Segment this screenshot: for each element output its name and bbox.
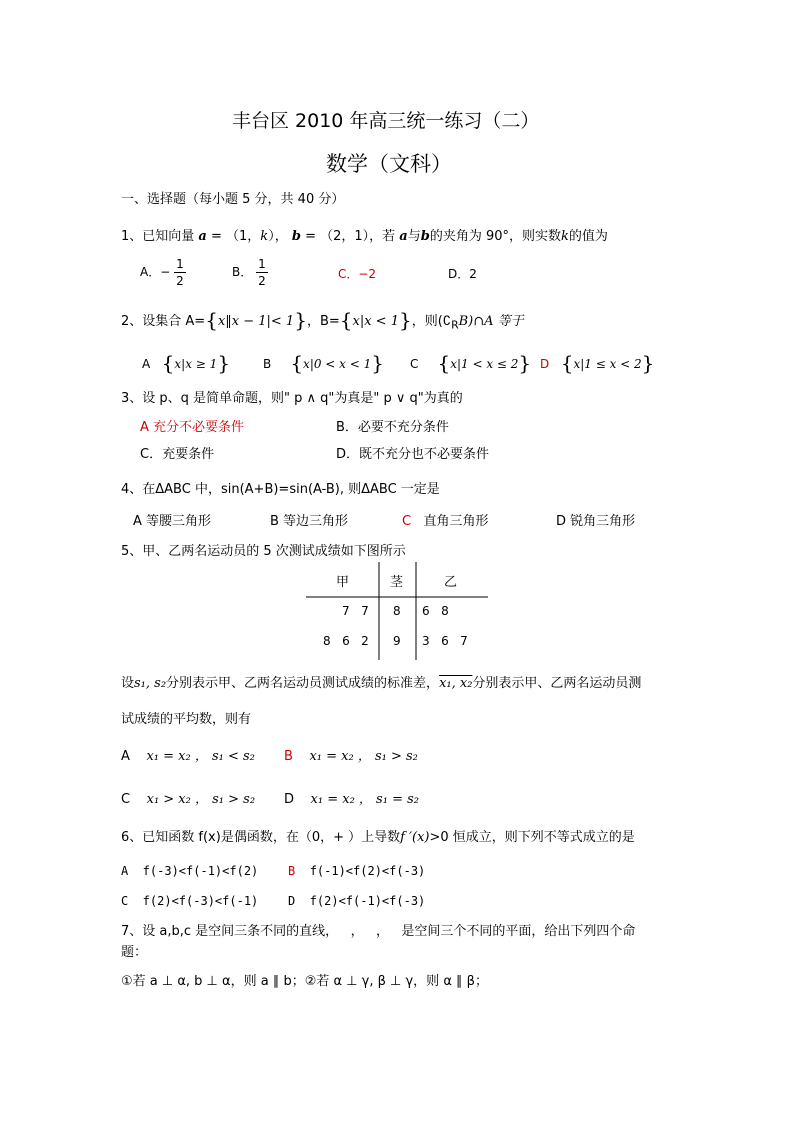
q2-set-b: x|x < 1 bbox=[352, 314, 399, 329]
question-7-stem-line-2: 题： bbox=[121, 945, 148, 960]
q5-option-a-expr: x₁ = x₂ ， s₁ < s₂ bbox=[146, 749, 255, 764]
q6-option-a[interactable]: A f(-3)<f(-1)<f(2) bbox=[121, 864, 259, 878]
q6-option-b-text: f(-1)<f(2)<f(-3) bbox=[309, 864, 426, 878]
q1-option-b[interactable] bbox=[232, 256, 268, 289]
fraction bbox=[174, 256, 186, 289]
q5-option-d[interactable] bbox=[284, 788, 419, 807]
row1-stem: 8 bbox=[393, 604, 401, 618]
q2-option-d-set: x|1 ≤ x < 2 bbox=[573, 357, 642, 371]
q2-option-a[interactable] bbox=[142, 351, 230, 375]
page-subtitle: 数学（文科） bbox=[326, 152, 452, 176]
q2-option-c-set: x|1 < x ≤ 2 bbox=[450, 357, 519, 371]
q2-sub-r: R bbox=[451, 318, 459, 332]
q6-option-d[interactable]: D f(2)<f(-1)<f(-3) bbox=[288, 894, 426, 908]
q6-text-a: 6、已知函数 f(x)是偶函数，在（0，+ ）上导数 bbox=[121, 830, 401, 845]
q5-option-d-expr: x₁ = x₂ ， s₁ = s₂ bbox=[310, 792, 419, 807]
vector-b-2: b bbox=[420, 229, 430, 244]
q5-option-d-label: D bbox=[284, 792, 295, 807]
numerator: 1 bbox=[258, 257, 266, 271]
q6-option-b[interactable] bbox=[288, 864, 425, 878]
vector-b: b bbox=[291, 229, 301, 244]
q1-text-g: 的值为 bbox=[568, 229, 608, 244]
q4-option-d[interactable]: D 锐角三角形 bbox=[556, 514, 636, 529]
brace-close: } bbox=[641, 351, 655, 375]
q5-option-b[interactable] bbox=[284, 745, 418, 764]
q2-tail2: B)∩A 等于 bbox=[458, 314, 524, 329]
q1-option-c[interactable]: C．−2 bbox=[338, 267, 377, 281]
brace-close: } bbox=[518, 351, 532, 375]
vector-a-2: a bbox=[399, 229, 408, 244]
numerator: 1 bbox=[176, 257, 184, 271]
q6-option-c[interactable]: C f(2)<f(-3)<f(-1) bbox=[121, 894, 259, 908]
q1-text-a: 1、已知向量 bbox=[121, 229, 195, 244]
q4-option-c-label: C bbox=[402, 514, 412, 529]
header-yi: 乙 bbox=[444, 575, 458, 590]
brace-close: } bbox=[217, 351, 231, 375]
denominator: 2 bbox=[176, 274, 184, 288]
q1-text-e: 与 bbox=[407, 229, 421, 244]
q1-option-a-label: A．− bbox=[140, 265, 171, 279]
denominator: 2 bbox=[258, 274, 266, 288]
q1-k: k bbox=[260, 229, 269, 244]
question-7-stem-line-3: ①若 a ⊥ α, b ⊥ α，则 a ∥ b；②若 α ⊥ γ, β ⊥ γ，则 α ∥ β； bbox=[121, 974, 488, 989]
brace-open: { bbox=[437, 351, 451, 375]
page-title: 丰台区 2010 年高三统一练习（二） bbox=[232, 110, 540, 132]
q2-mid: ，B= bbox=[306, 314, 340, 329]
q6-derivative: f ′(x) bbox=[400, 830, 430, 845]
vector-a: a bbox=[198, 229, 207, 244]
q2-option-d[interactable] bbox=[540, 351, 654, 375]
q2-text: 2、设集合 A= bbox=[121, 314, 206, 329]
q5-desc-x: x₁, x₂ bbox=[439, 676, 473, 691]
question-7-stem-line-1: 7、设 a,b,c 是空间三条不同的直线， ， ， 是空间三个不同的平面，给出下列四个命 bbox=[121, 924, 636, 939]
q6-text-b: >0 恒成立，则下列不等式成立的是 bbox=[429, 830, 635, 845]
q1-text-c: ）， bbox=[268, 229, 288, 244]
q5-description-line-1 bbox=[121, 672, 641, 691]
q3-option-a[interactable] bbox=[140, 416, 244, 435]
q5-desc-e: 分别表示甲、乙两名运动员测 bbox=[472, 676, 642, 691]
q2-option-b-set: x|0 < x < 1 bbox=[303, 357, 372, 371]
brace-close: } bbox=[371, 351, 384, 375]
row2-left: 8 6 2 bbox=[323, 634, 369, 648]
q3-option-d[interactable]: D．既不充分也不必要条件 bbox=[336, 447, 490, 462]
q5-description-line-2: 试成绩的平均数，则有 bbox=[121, 712, 252, 727]
q5-option-c-expr: x₁ > x₂ ， s₁ > s₂ bbox=[146, 792, 256, 807]
q4-option-b[interactable]: B 等边三角形 bbox=[270, 514, 349, 529]
q5-option-a[interactable] bbox=[121, 745, 255, 764]
q2-option-a-set: x|x ≥ 1 bbox=[174, 357, 218, 371]
q1-option-b-label: B． bbox=[232, 265, 253, 279]
question-2-stem bbox=[121, 308, 524, 332]
q1-text-d: = （2，1），若 bbox=[305, 229, 396, 244]
question-5-stem: 5、甲、乙两名运动员的 5 次测试成绩如下图所示 bbox=[121, 544, 406, 559]
q5-option-c[interactable] bbox=[121, 788, 255, 807]
q3-option-b[interactable]: B．必要不充分条件 bbox=[336, 420, 449, 435]
q4-option-a[interactable]: A 等腰三角形 bbox=[133, 514, 212, 529]
q5-option-c-label: C bbox=[121, 792, 131, 807]
q5-option-a-label: A bbox=[121, 749, 130, 764]
row2-stem: 9 bbox=[393, 634, 401, 648]
q5-option-b-expr: x₁ = x₂ ， s₁ > s₂ bbox=[309, 749, 418, 764]
question-6-stem bbox=[121, 826, 635, 845]
q2-set-a: x‖x − 1|< 1 bbox=[217, 314, 295, 329]
q1-option-d[interactable]: D．2 bbox=[448, 267, 477, 281]
q2-tail: ，则(∁ bbox=[411, 314, 452, 329]
q5-desc-c: 分别表示甲、乙两名运动员测试成绩的标准差， bbox=[166, 676, 440, 691]
q5-desc-s: s₁, s₂ bbox=[134, 676, 167, 691]
row1-left: 7 7 bbox=[342, 604, 369, 618]
q1-k-2: k bbox=[561, 229, 569, 244]
q2-option-b[interactable] bbox=[263, 351, 384, 375]
q4-option-c-text: 直角三角形 bbox=[423, 514, 489, 529]
q1-text-b: = （1， bbox=[211, 229, 261, 244]
q3-option-c[interactable]: C．充要条件 bbox=[140, 447, 215, 462]
q1-option-a[interactable] bbox=[140, 256, 186, 289]
question-3-stem: 3、设 p、q 是简单命题，则" p ∧ q"为真是" p ∨ q"为真的 bbox=[121, 391, 463, 406]
q2-option-c-label: C bbox=[410, 357, 419, 371]
brace-open: { bbox=[290, 351, 304, 375]
q2-option-a-label: A bbox=[142, 357, 151, 371]
row1-right: 6 8 bbox=[422, 604, 449, 618]
brace-open: { bbox=[560, 351, 574, 375]
q6-option-b-label: B bbox=[288, 864, 296, 878]
brace-open: { bbox=[205, 308, 218, 332]
q4-option-c[interactable] bbox=[402, 510, 489, 529]
section-heading: 一、选择题（每小题 5 分，共 40 分） bbox=[121, 192, 345, 207]
brace-open: { bbox=[339, 308, 353, 332]
question-1-stem bbox=[121, 225, 608, 244]
brace-close: } bbox=[294, 308, 307, 332]
row2-right: 3 6 7 bbox=[422, 634, 468, 648]
q1-text-f: 的夹角为 90°，则实数 bbox=[429, 229, 562, 244]
q2-option-b-label: B bbox=[263, 357, 272, 371]
q3-option-a-label: A 充分不必要条件 bbox=[140, 420, 245, 435]
brace-open: { bbox=[161, 351, 175, 375]
header-jia: 甲 bbox=[336, 575, 350, 590]
question-4-stem: 4、在ΔABC 中，sin(A+B)=sin(A-B), 则ΔABC 一定是 bbox=[121, 482, 440, 497]
header-stem: 茎 bbox=[390, 575, 404, 590]
q2-option-c[interactable] bbox=[410, 351, 531, 375]
q5-option-b-label: B bbox=[284, 749, 293, 764]
q5-desc-a: 设 bbox=[121, 676, 135, 691]
brace-close: } bbox=[398, 308, 412, 332]
fraction bbox=[256, 256, 268, 289]
q2-option-d-label: D bbox=[540, 357, 550, 371]
